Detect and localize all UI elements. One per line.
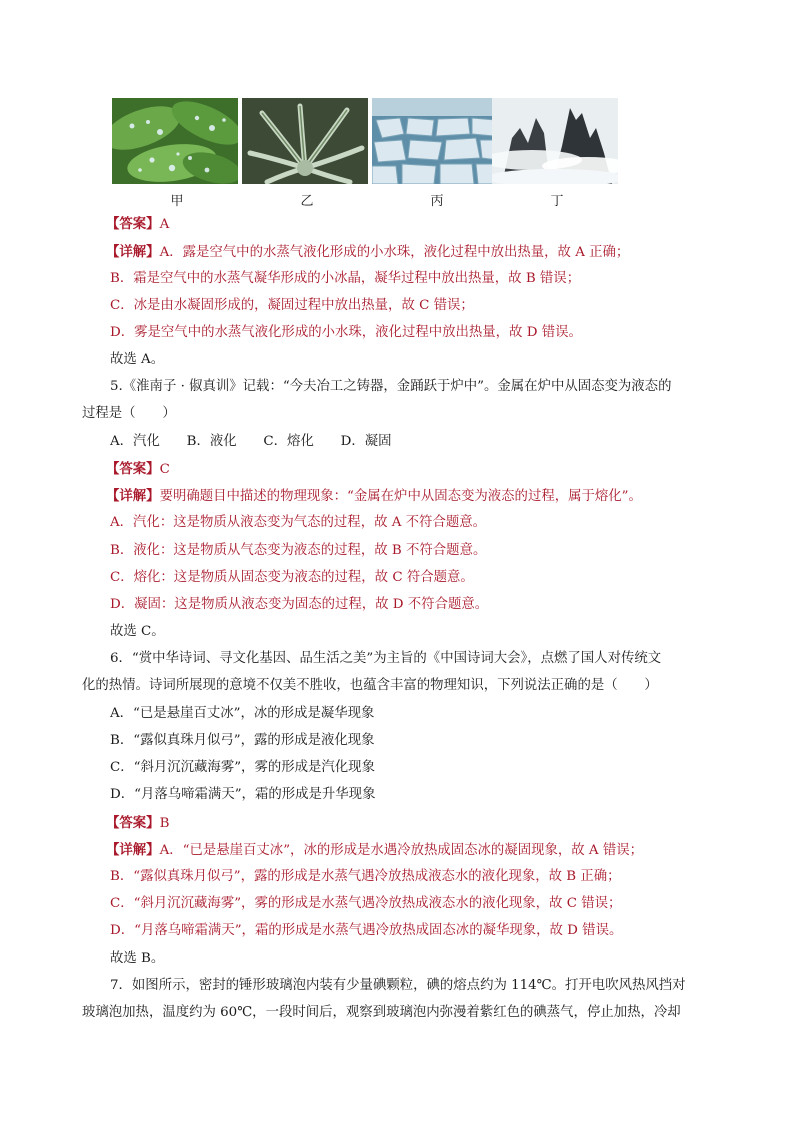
detail-line: A．汽化：这是物质从液态变为气态的过程，故 A 不符合题意。: [110, 515, 487, 530]
conclusion: 故选 A。: [110, 352, 165, 367]
question-option: A．“已是悬崖百丈冰”，冰的形成是凝华现象: [110, 706, 375, 721]
question-stem: 过程是（ ）: [82, 406, 176, 421]
detail-line: B．液化：这是物质从气态变为液态的过程，故 B 不符合题意。: [110, 543, 487, 558]
answer-line: [106, 458, 170, 481]
answer-tag: 【答案】: [106, 216, 160, 232]
detail-tag: 【详解】: [106, 244, 160, 260]
question-stem: 5.《淮南子 · 俶真训》记载：“今夫冶工之铸器，金踊跃于炉中”。金属在炉中从固态变为液态的: [110, 379, 672, 394]
detail-text: A．“已是悬崖百丈冰”，冰的形成是水遇冷放热成固态冰的凝固现象，故 A 错误；: [159, 843, 643, 858]
answer-value: A: [159, 217, 170, 232]
figure-frost-plant: [242, 98, 368, 184]
answer-value: B: [159, 816, 170, 831]
detail-text: 要明确题目中描述的物理现象：“金属在炉中从固态变为液态的过程，属于熔化”。: [159, 489, 642, 504]
detail-text: A．露是空气中的水蒸气液化形成的小水珠，液化过程中放出热量，故 A 正确；: [159, 245, 630, 260]
detail-line: C．“斜月沉沉藏海雾”，雾的形成是水蒸气遇冷放热成液态水的液化现象，故 C 错误；: [110, 896, 622, 911]
conclusion: 故选 B。: [110, 951, 165, 966]
detail-tag: 【详解】: [106, 488, 160, 504]
answer-tag: 【答案】: [106, 461, 160, 477]
figure-dew-leaves: [112, 98, 238, 184]
detail-tag: 【详解】: [106, 842, 160, 858]
detail-line: C．熔化：这是物质从固态变为液态的过程，故 C 符合题意。: [110, 570, 474, 585]
question-option: B．“露似真珠月似弓”，露的形成是液化现象: [110, 733, 375, 748]
question-stem: 6．“赏中华诗词、寻文化基因、品生活之美”为主旨的《中国诗词大会》，点燃了国人对传统文: [110, 651, 662, 666]
detail-line: D．“月落乌啼霜满天”，霜的形成是水蒸气遇冷放热成固态冰的凝华现象，故 D 错误。: [110, 923, 623, 938]
dew-on-leaves-icon: [112, 98, 238, 184]
figure-caption: 乙: [300, 194, 314, 209]
detail-line: [106, 839, 643, 862]
question-stem: 7．如图所示，密封的锤形玻璃泡内装有少量碘颗粒，碘的熔点约为 114℃。打开电吹风热风挡对: [110, 978, 686, 993]
question-stem: 玻璃泡加热，温度约为 60℃，一段时间后，观察到玻璃泡内弥漫着紫红色的碘蒸气，停止加热，冷却: [82, 1005, 681, 1020]
ice-floes-icon: [372, 98, 498, 184]
figure-caption: 丙: [430, 194, 444, 209]
figure-caption: 甲: [170, 194, 184, 209]
answer-tag: 【答案】: [106, 815, 160, 831]
frost-on-plant-icon: [242, 98, 368, 184]
answer-value: C: [159, 462, 170, 477]
question-options: A．汽化 B．液化 C．熔化 D．凝固: [110, 434, 392, 449]
figure-caption: 丁: [550, 194, 564, 209]
figure-fog-mountains: [492, 98, 618, 184]
question-option: C．“斜月沉沉藏海雾”，雾的形成是汽化现象: [110, 760, 375, 775]
detail-line: B．“露似真珠月似弓”，露的形成是水蒸气遇冷放热成液态水的液化现象，故 B 正确；: [110, 869, 621, 884]
detail-line: B．霜是空气中的水蒸气凝华形成的小冰晶，凝华过程中放出热量，故 B 错误；: [110, 271, 581, 286]
question-option: D．“月落乌啼霜满天”，霜的形成是升华现象: [110, 787, 376, 802]
figure-ice-floes: [372, 98, 498, 184]
answer-line: [106, 213, 169, 236]
conclusion: 故选 C。: [110, 624, 165, 639]
detail-line: [106, 485, 642, 508]
detail-line: D．凝固：这是物质从液态变为固态的过程，故 D 不符合题意。: [110, 597, 489, 612]
question-stem: 化的热情。诗词所展现的意境不仅美不胜收，也蕴含丰富的物理知识，下列说法正确的是（ ）: [82, 678, 658, 693]
detail-line: [106, 241, 629, 264]
detail-line: D．雾是空气中的水蒸气液化形成的小水珠，液化过程中放出热量，故 D 错误。: [110, 325, 582, 340]
detail-line: C．冰是由水凝固形成的，凝固过程中放出热量，故 C 错误；: [110, 298, 474, 313]
answer-line: [106, 812, 169, 835]
fog-over-mountains-icon: [492, 98, 618, 184]
figure-strip: [112, 98, 616, 208]
